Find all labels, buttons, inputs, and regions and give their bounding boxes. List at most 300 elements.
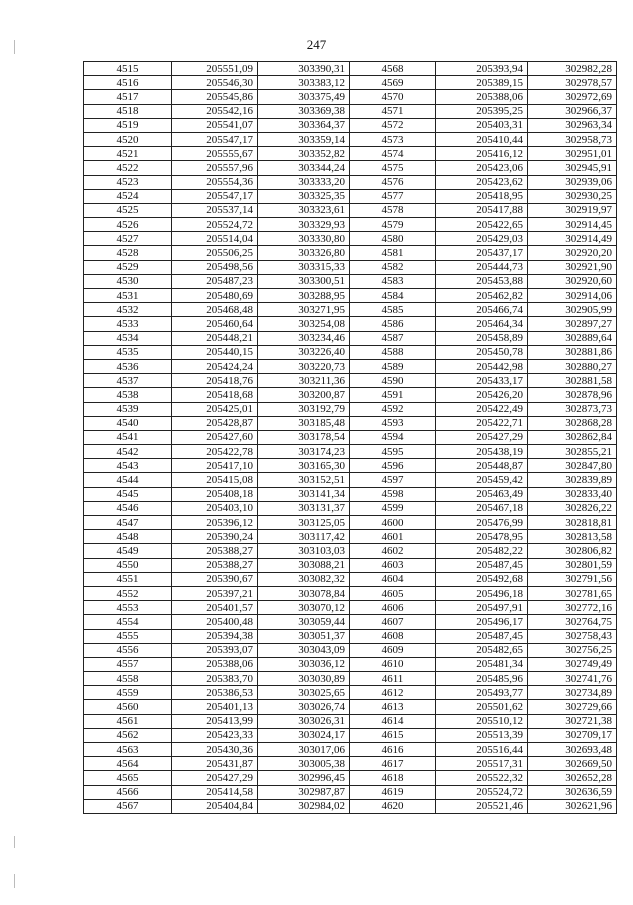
y-coordinate-left-cell: 303088,21: [258, 558, 350, 572]
point-number-left-cell: 4558: [84, 672, 172, 686]
y-coordinate-left-cell: 303333,20: [258, 175, 350, 189]
y-coordinate-right-cell: 302709,17: [528, 728, 617, 742]
table-row: [84, 572, 617, 586]
point-number-right-cell: 4607: [350, 615, 436, 629]
y-coordinate-left-cell: 303005,38: [258, 757, 350, 771]
y-coordinate-left-cell: 303352,82: [258, 147, 350, 161]
x-coordinate-right-cell: 205476,99: [436, 516, 528, 530]
scan-edge-mark: [14, 836, 15, 848]
table-row: [84, 118, 617, 132]
point-number-right-cell: 4602: [350, 544, 436, 558]
point-number-left-cell: 4517: [84, 90, 172, 104]
x-coordinate-left-cell: 205414,58: [172, 785, 258, 799]
coordinates-table-container: [83, 61, 616, 814]
y-coordinate-right-cell: 302862,84: [528, 430, 617, 444]
point-number-left-cell: 4548: [84, 530, 172, 544]
x-coordinate-right-cell: 205450,78: [436, 345, 528, 359]
y-coordinate-right-cell: 302781,65: [528, 586, 617, 600]
scan-edge-mark: [14, 40, 15, 54]
y-coordinate-left-cell: 303103,03: [258, 544, 350, 558]
point-number-left-cell: 4515: [84, 62, 172, 76]
point-number-right-cell: 4606: [350, 601, 436, 615]
table-row: [84, 331, 617, 345]
x-coordinate-left-cell: 205418,76: [172, 374, 258, 388]
point-number-right-cell: 4576: [350, 175, 436, 189]
x-coordinate-right-cell: 205458,89: [436, 331, 528, 345]
point-number-right-cell: 4587: [350, 331, 436, 345]
point-number-left-cell: 4523: [84, 175, 172, 189]
point-number-left-cell: 4545: [84, 487, 172, 501]
x-coordinate-left-cell: 205383,70: [172, 672, 258, 686]
point-number-right-cell: 4597: [350, 473, 436, 487]
point-number-right-cell: 4601: [350, 530, 436, 544]
point-number-left-cell: 4541: [84, 430, 172, 444]
x-coordinate-right-cell: 205433,17: [436, 374, 528, 388]
point-number-left-cell: 4529: [84, 260, 172, 274]
table-row: [84, 289, 617, 303]
y-coordinate-right-cell: 302897,27: [528, 317, 617, 331]
y-coordinate-right-cell: 302905,99: [528, 303, 617, 317]
x-coordinate-left-cell: 205547,17: [172, 189, 258, 203]
point-number-left-cell: 4565: [84, 771, 172, 785]
x-coordinate-left-cell: 205514,04: [172, 232, 258, 246]
table-row: [84, 388, 617, 402]
y-coordinate-left-cell: 303131,37: [258, 501, 350, 515]
point-number-right-cell: 4595: [350, 445, 436, 459]
point-number-left-cell: 4559: [84, 686, 172, 700]
point-number-right-cell: 4588: [350, 345, 436, 359]
x-coordinate-left-cell: 205386,53: [172, 686, 258, 700]
x-coordinate-right-cell: 205485,96: [436, 672, 528, 686]
x-coordinate-right-cell: 205388,06: [436, 90, 528, 104]
x-coordinate-left-cell: 205415,08: [172, 473, 258, 487]
point-number-right-cell: 4574: [350, 147, 436, 161]
x-coordinate-left-cell: 205524,72: [172, 218, 258, 232]
y-coordinate-right-cell: 302806,82: [528, 544, 617, 558]
point-number-right-cell: 4573: [350, 132, 436, 146]
point-number-left-cell: 4544: [84, 473, 172, 487]
table-row: [84, 274, 617, 288]
y-coordinate-right-cell: 302826,22: [528, 501, 617, 515]
y-coordinate-left-cell: 303017,06: [258, 743, 350, 757]
scan-edge-mark: [14, 874, 15, 888]
x-coordinate-left-cell: 205551,09: [172, 62, 258, 76]
x-coordinate-right-cell: 205422,65: [436, 218, 528, 232]
y-coordinate-right-cell: 302982,28: [528, 62, 617, 76]
point-number-left-cell: 4524: [84, 189, 172, 203]
y-coordinate-left-cell: 303325,35: [258, 189, 350, 203]
x-coordinate-right-cell: 205448,87: [436, 459, 528, 473]
y-coordinate-left-cell: 303326,80: [258, 246, 350, 260]
table-row: [84, 175, 617, 189]
x-coordinate-right-cell: 205522,32: [436, 771, 528, 785]
y-coordinate-right-cell: 302951,01: [528, 147, 617, 161]
point-number-right-cell: 4571: [350, 104, 436, 118]
table-row: [84, 132, 617, 146]
table-row: [84, 799, 617, 813]
y-coordinate-right-cell: 302914,45: [528, 218, 617, 232]
point-number-right-cell: 4581: [350, 246, 436, 260]
y-coordinate-right-cell: 302889,64: [528, 331, 617, 345]
y-coordinate-right-cell: 302621,96: [528, 799, 617, 813]
y-coordinate-right-cell: 302758,43: [528, 629, 617, 643]
table-row: [84, 203, 617, 217]
table-row: [84, 246, 617, 260]
point-number-right-cell: 4568: [350, 62, 436, 76]
point-number-left-cell: 4557: [84, 657, 172, 671]
x-coordinate-right-cell: 205524,72: [436, 785, 528, 799]
x-coordinate-left-cell: 205537,14: [172, 203, 258, 217]
point-number-right-cell: 4582: [350, 260, 436, 274]
y-coordinate-right-cell: 302749,49: [528, 657, 617, 671]
point-number-right-cell: 4610: [350, 657, 436, 671]
y-coordinate-left-cell: 303025,65: [258, 686, 350, 700]
table-row: [84, 558, 617, 572]
table-row: [84, 445, 617, 459]
point-number-left-cell: 4554: [84, 615, 172, 629]
x-coordinate-left-cell: 205397,21: [172, 586, 258, 600]
point-number-left-cell: 4542: [84, 445, 172, 459]
point-number-left-cell: 4556: [84, 643, 172, 657]
table-row: [84, 161, 617, 175]
x-coordinate-right-cell: 205462,82: [436, 289, 528, 303]
point-number-right-cell: 4586: [350, 317, 436, 331]
table-row: [84, 345, 617, 359]
point-number-left-cell: 4537: [84, 374, 172, 388]
table-row: [84, 104, 617, 118]
y-coordinate-right-cell: 302914,49: [528, 232, 617, 246]
y-coordinate-left-cell: 303141,34: [258, 487, 350, 501]
y-coordinate-left-cell: 302996,45: [258, 771, 350, 785]
x-coordinate-left-cell: 205541,07: [172, 118, 258, 132]
y-coordinate-right-cell: 302945,91: [528, 161, 617, 175]
x-coordinate-left-cell: 205388,27: [172, 544, 258, 558]
x-coordinate-right-cell: 205395,25: [436, 104, 528, 118]
y-coordinate-left-cell: 303043,09: [258, 643, 350, 657]
y-coordinate-right-cell: 302919,97: [528, 203, 617, 217]
y-coordinate-left-cell: 303059,44: [258, 615, 350, 629]
x-coordinate-left-cell: 205480,69: [172, 289, 258, 303]
point-number-left-cell: 4551: [84, 572, 172, 586]
y-coordinate-right-cell: 302669,50: [528, 757, 617, 771]
point-number-right-cell: 4600: [350, 516, 436, 530]
table-row: [84, 601, 617, 615]
table-row: [84, 459, 617, 473]
table-row: [84, 232, 617, 246]
point-number-left-cell: 4522: [84, 161, 172, 175]
table-row: [84, 728, 617, 742]
table-row: [84, 643, 617, 657]
x-coordinate-right-cell: 205521,46: [436, 799, 528, 813]
x-coordinate-left-cell: 205428,87: [172, 416, 258, 430]
table-row: [84, 359, 617, 373]
point-number-right-cell: 4611: [350, 672, 436, 686]
point-number-left-cell: 4526: [84, 218, 172, 232]
point-number-left-cell: 4553: [84, 601, 172, 615]
y-coordinate-left-cell: 303375,49: [258, 90, 350, 104]
x-coordinate-right-cell: 205403,31: [436, 118, 528, 132]
point-number-left-cell: 4564: [84, 757, 172, 771]
table-row: [84, 430, 617, 444]
x-coordinate-right-cell: 205510,12: [436, 714, 528, 728]
point-number-right-cell: 4598: [350, 487, 436, 501]
y-coordinate-right-cell: 302756,25: [528, 643, 617, 657]
y-coordinate-left-cell: 302987,87: [258, 785, 350, 799]
x-coordinate-right-cell: 205478,95: [436, 530, 528, 544]
point-number-right-cell: 4618: [350, 771, 436, 785]
x-coordinate-left-cell: 205487,23: [172, 274, 258, 288]
x-coordinate-right-cell: 205487,45: [436, 558, 528, 572]
x-coordinate-left-cell: 205424,24: [172, 359, 258, 373]
y-coordinate-right-cell: 302734,89: [528, 686, 617, 700]
point-number-right-cell: 4589: [350, 359, 436, 373]
x-coordinate-right-cell: 205467,18: [436, 501, 528, 515]
y-coordinate-left-cell: 302984,02: [258, 799, 350, 813]
point-number-right-cell: 4620: [350, 799, 436, 813]
y-coordinate-right-cell: 302693,48: [528, 743, 617, 757]
x-coordinate-left-cell: 205423,33: [172, 728, 258, 742]
y-coordinate-right-cell: 302652,28: [528, 771, 617, 785]
x-coordinate-right-cell: 205416,12: [436, 147, 528, 161]
table-row: [84, 501, 617, 515]
x-coordinate-right-cell: 205438,19: [436, 445, 528, 459]
table-row: [84, 416, 617, 430]
point-number-right-cell: 4569: [350, 76, 436, 90]
table-row: [84, 260, 617, 274]
point-number-left-cell: 4534: [84, 331, 172, 345]
point-number-left-cell: 4527: [84, 232, 172, 246]
point-number-left-cell: 4519: [84, 118, 172, 132]
point-number-right-cell: 4578: [350, 203, 436, 217]
x-coordinate-left-cell: 205418,68: [172, 388, 258, 402]
table-row: [84, 374, 617, 388]
point-number-right-cell: 4609: [350, 643, 436, 657]
point-number-right-cell: 4594: [350, 430, 436, 444]
x-coordinate-right-cell: 205513,39: [436, 728, 528, 742]
x-coordinate-right-cell: 205410,44: [436, 132, 528, 146]
x-coordinate-right-cell: 205487,45: [436, 629, 528, 643]
y-coordinate-right-cell: 302920,60: [528, 274, 617, 288]
y-coordinate-right-cell: 302847,80: [528, 459, 617, 473]
point-number-left-cell: 4538: [84, 388, 172, 402]
x-coordinate-right-cell: 205426,20: [436, 388, 528, 402]
y-coordinate-right-cell: 302878,96: [528, 388, 617, 402]
table-row: [84, 586, 617, 600]
x-coordinate-left-cell: 205390,24: [172, 530, 258, 544]
table-row: [84, 317, 617, 331]
y-coordinate-left-cell: 303070,12: [258, 601, 350, 615]
point-number-left-cell: 4567: [84, 799, 172, 813]
point-number-right-cell: 4605: [350, 586, 436, 600]
y-coordinate-right-cell: 302880,27: [528, 359, 617, 373]
coordinates-table-body: [84, 62, 617, 814]
x-coordinate-left-cell: 205422,78: [172, 445, 258, 459]
y-coordinate-left-cell: 303323,61: [258, 203, 350, 217]
y-coordinate-left-cell: 303211,36: [258, 374, 350, 388]
x-coordinate-right-cell: 205463,49: [436, 487, 528, 501]
point-number-right-cell: 4614: [350, 714, 436, 728]
x-coordinate-right-cell: 205496,18: [436, 586, 528, 600]
point-number-right-cell: 4590: [350, 374, 436, 388]
point-number-right-cell: 4596: [350, 459, 436, 473]
y-coordinate-right-cell: 302764,75: [528, 615, 617, 629]
x-coordinate-left-cell: 205555,67: [172, 147, 258, 161]
point-number-right-cell: 4603: [350, 558, 436, 572]
y-coordinate-left-cell: 303082,32: [258, 572, 350, 586]
y-coordinate-right-cell: 302729,66: [528, 700, 617, 714]
y-coordinate-left-cell: 303165,30: [258, 459, 350, 473]
table-row: [84, 402, 617, 416]
x-coordinate-right-cell: 205393,94: [436, 62, 528, 76]
point-number-right-cell: 4577: [350, 189, 436, 203]
point-number-left-cell: 4560: [84, 700, 172, 714]
point-number-left-cell: 4555: [84, 629, 172, 643]
x-coordinate-left-cell: 205390,67: [172, 572, 258, 586]
x-coordinate-right-cell: 205501,62: [436, 700, 528, 714]
y-coordinate-left-cell: 303300,51: [258, 274, 350, 288]
point-number-right-cell: 4613: [350, 700, 436, 714]
table-row: [84, 785, 617, 799]
y-coordinate-right-cell: 302839,89: [528, 473, 617, 487]
y-coordinate-right-cell: 302855,21: [528, 445, 617, 459]
y-coordinate-left-cell: 303330,80: [258, 232, 350, 246]
y-coordinate-right-cell: 302868,28: [528, 416, 617, 430]
y-coordinate-right-cell: 302772,16: [528, 601, 617, 615]
x-coordinate-right-cell: 205517,31: [436, 757, 528, 771]
x-coordinate-left-cell: 205546,30: [172, 76, 258, 90]
x-coordinate-left-cell: 205542,16: [172, 104, 258, 118]
y-coordinate-left-cell: 303200,87: [258, 388, 350, 402]
x-coordinate-left-cell: 205427,29: [172, 771, 258, 785]
y-coordinate-left-cell: 303359,14: [258, 132, 350, 146]
y-coordinate-right-cell: 302791,56: [528, 572, 617, 586]
y-coordinate-right-cell: 302801,59: [528, 558, 617, 572]
x-coordinate-right-cell: 205417,88: [436, 203, 528, 217]
x-coordinate-left-cell: 205388,06: [172, 657, 258, 671]
table-row: [84, 672, 617, 686]
x-coordinate-left-cell: 205394,38: [172, 629, 258, 643]
x-coordinate-right-cell: 205423,06: [436, 161, 528, 175]
x-coordinate-left-cell: 205403,10: [172, 501, 258, 515]
point-number-right-cell: 4604: [350, 572, 436, 586]
point-number-left-cell: 4562: [84, 728, 172, 742]
y-coordinate-left-cell: 303344,24: [258, 161, 350, 175]
x-coordinate-left-cell: 205425,01: [172, 402, 258, 416]
x-coordinate-right-cell: 205437,17: [436, 246, 528, 260]
y-coordinate-right-cell: 302914,06: [528, 289, 617, 303]
x-coordinate-left-cell: 205430,36: [172, 743, 258, 757]
x-coordinate-left-cell: 205400,48: [172, 615, 258, 629]
table-row: [84, 530, 617, 544]
point-number-left-cell: 4552: [84, 586, 172, 600]
x-coordinate-left-cell: 205440,15: [172, 345, 258, 359]
point-number-left-cell: 4521: [84, 147, 172, 161]
y-coordinate-right-cell: 302881,58: [528, 374, 617, 388]
y-coordinate-right-cell: 302972,69: [528, 90, 617, 104]
y-coordinate-left-cell: 303234,46: [258, 331, 350, 345]
point-number-right-cell: 4599: [350, 501, 436, 515]
x-coordinate-left-cell: 205545,86: [172, 90, 258, 104]
x-coordinate-right-cell: 205418,95: [436, 189, 528, 203]
x-coordinate-left-cell: 205460,64: [172, 317, 258, 331]
y-coordinate-right-cell: 302873,73: [528, 402, 617, 416]
point-number-left-cell: 4516: [84, 76, 172, 90]
y-coordinate-left-cell: 303220,73: [258, 359, 350, 373]
table-row: [84, 657, 617, 671]
x-coordinate-left-cell: 205554,36: [172, 175, 258, 189]
y-coordinate-right-cell: 302833,40: [528, 487, 617, 501]
point-number-right-cell: 4575: [350, 161, 436, 175]
x-coordinate-left-cell: 205404,84: [172, 799, 258, 813]
x-coordinate-right-cell: 205459,42: [436, 473, 528, 487]
point-number-left-cell: 4535: [84, 345, 172, 359]
x-coordinate-right-cell: 205427,29: [436, 430, 528, 444]
y-coordinate-left-cell: 303174,23: [258, 445, 350, 459]
y-coordinate-left-cell: 303315,33: [258, 260, 350, 274]
point-number-right-cell: 4616: [350, 743, 436, 757]
x-coordinate-right-cell: 205516,44: [436, 743, 528, 757]
point-number-right-cell: 4617: [350, 757, 436, 771]
table-row: [84, 615, 617, 629]
point-number-right-cell: 4612: [350, 686, 436, 700]
y-coordinate-left-cell: 303026,74: [258, 700, 350, 714]
point-number-left-cell: 4525: [84, 203, 172, 217]
point-number-left-cell: 4549: [84, 544, 172, 558]
y-coordinate-left-cell: 303383,12: [258, 76, 350, 90]
point-number-right-cell: 4580: [350, 232, 436, 246]
x-coordinate-right-cell: 205481,34: [436, 657, 528, 671]
table-row: [84, 686, 617, 700]
x-coordinate-right-cell: 205423,62: [436, 175, 528, 189]
x-coordinate-left-cell: 205401,57: [172, 601, 258, 615]
y-coordinate-right-cell: 302741,76: [528, 672, 617, 686]
y-coordinate-right-cell: 302813,58: [528, 530, 617, 544]
y-coordinate-left-cell: 303036,12: [258, 657, 350, 671]
point-number-right-cell: 4592: [350, 402, 436, 416]
x-coordinate-right-cell: 205493,77: [436, 686, 528, 700]
point-number-right-cell: 4585: [350, 303, 436, 317]
point-number-left-cell: 4563: [84, 743, 172, 757]
y-coordinate-right-cell: 302636,59: [528, 785, 617, 799]
y-coordinate-left-cell: 303030,89: [258, 672, 350, 686]
point-number-right-cell: 4579: [350, 218, 436, 232]
y-coordinate-left-cell: 303178,54: [258, 430, 350, 444]
y-coordinate-left-cell: 303152,51: [258, 473, 350, 487]
y-coordinate-left-cell: 303226,40: [258, 345, 350, 359]
y-coordinate-right-cell: 302818,81: [528, 516, 617, 530]
y-coordinate-left-cell: 303329,93: [258, 218, 350, 232]
point-number-left-cell: 4530: [84, 274, 172, 288]
table-row: [84, 76, 617, 90]
y-coordinate-right-cell: 302966,37: [528, 104, 617, 118]
point-number-right-cell: 4608: [350, 629, 436, 643]
y-coordinate-right-cell: 302930,25: [528, 189, 617, 203]
x-coordinate-right-cell: 205466,74: [436, 303, 528, 317]
x-coordinate-left-cell: 205393,07: [172, 643, 258, 657]
x-coordinate-left-cell: 205506,25: [172, 246, 258, 260]
table-row: [84, 62, 617, 76]
point-number-left-cell: 4547: [84, 516, 172, 530]
point-number-right-cell: 4619: [350, 785, 436, 799]
table-row: [84, 757, 617, 771]
point-number-left-cell: 4546: [84, 501, 172, 515]
table-row: [84, 487, 617, 501]
table-row: [84, 629, 617, 643]
x-coordinate-left-cell: 205413,99: [172, 714, 258, 728]
y-coordinate-right-cell: 302920,20: [528, 246, 617, 260]
x-coordinate-right-cell: 205482,22: [436, 544, 528, 558]
table-row: [84, 147, 617, 161]
